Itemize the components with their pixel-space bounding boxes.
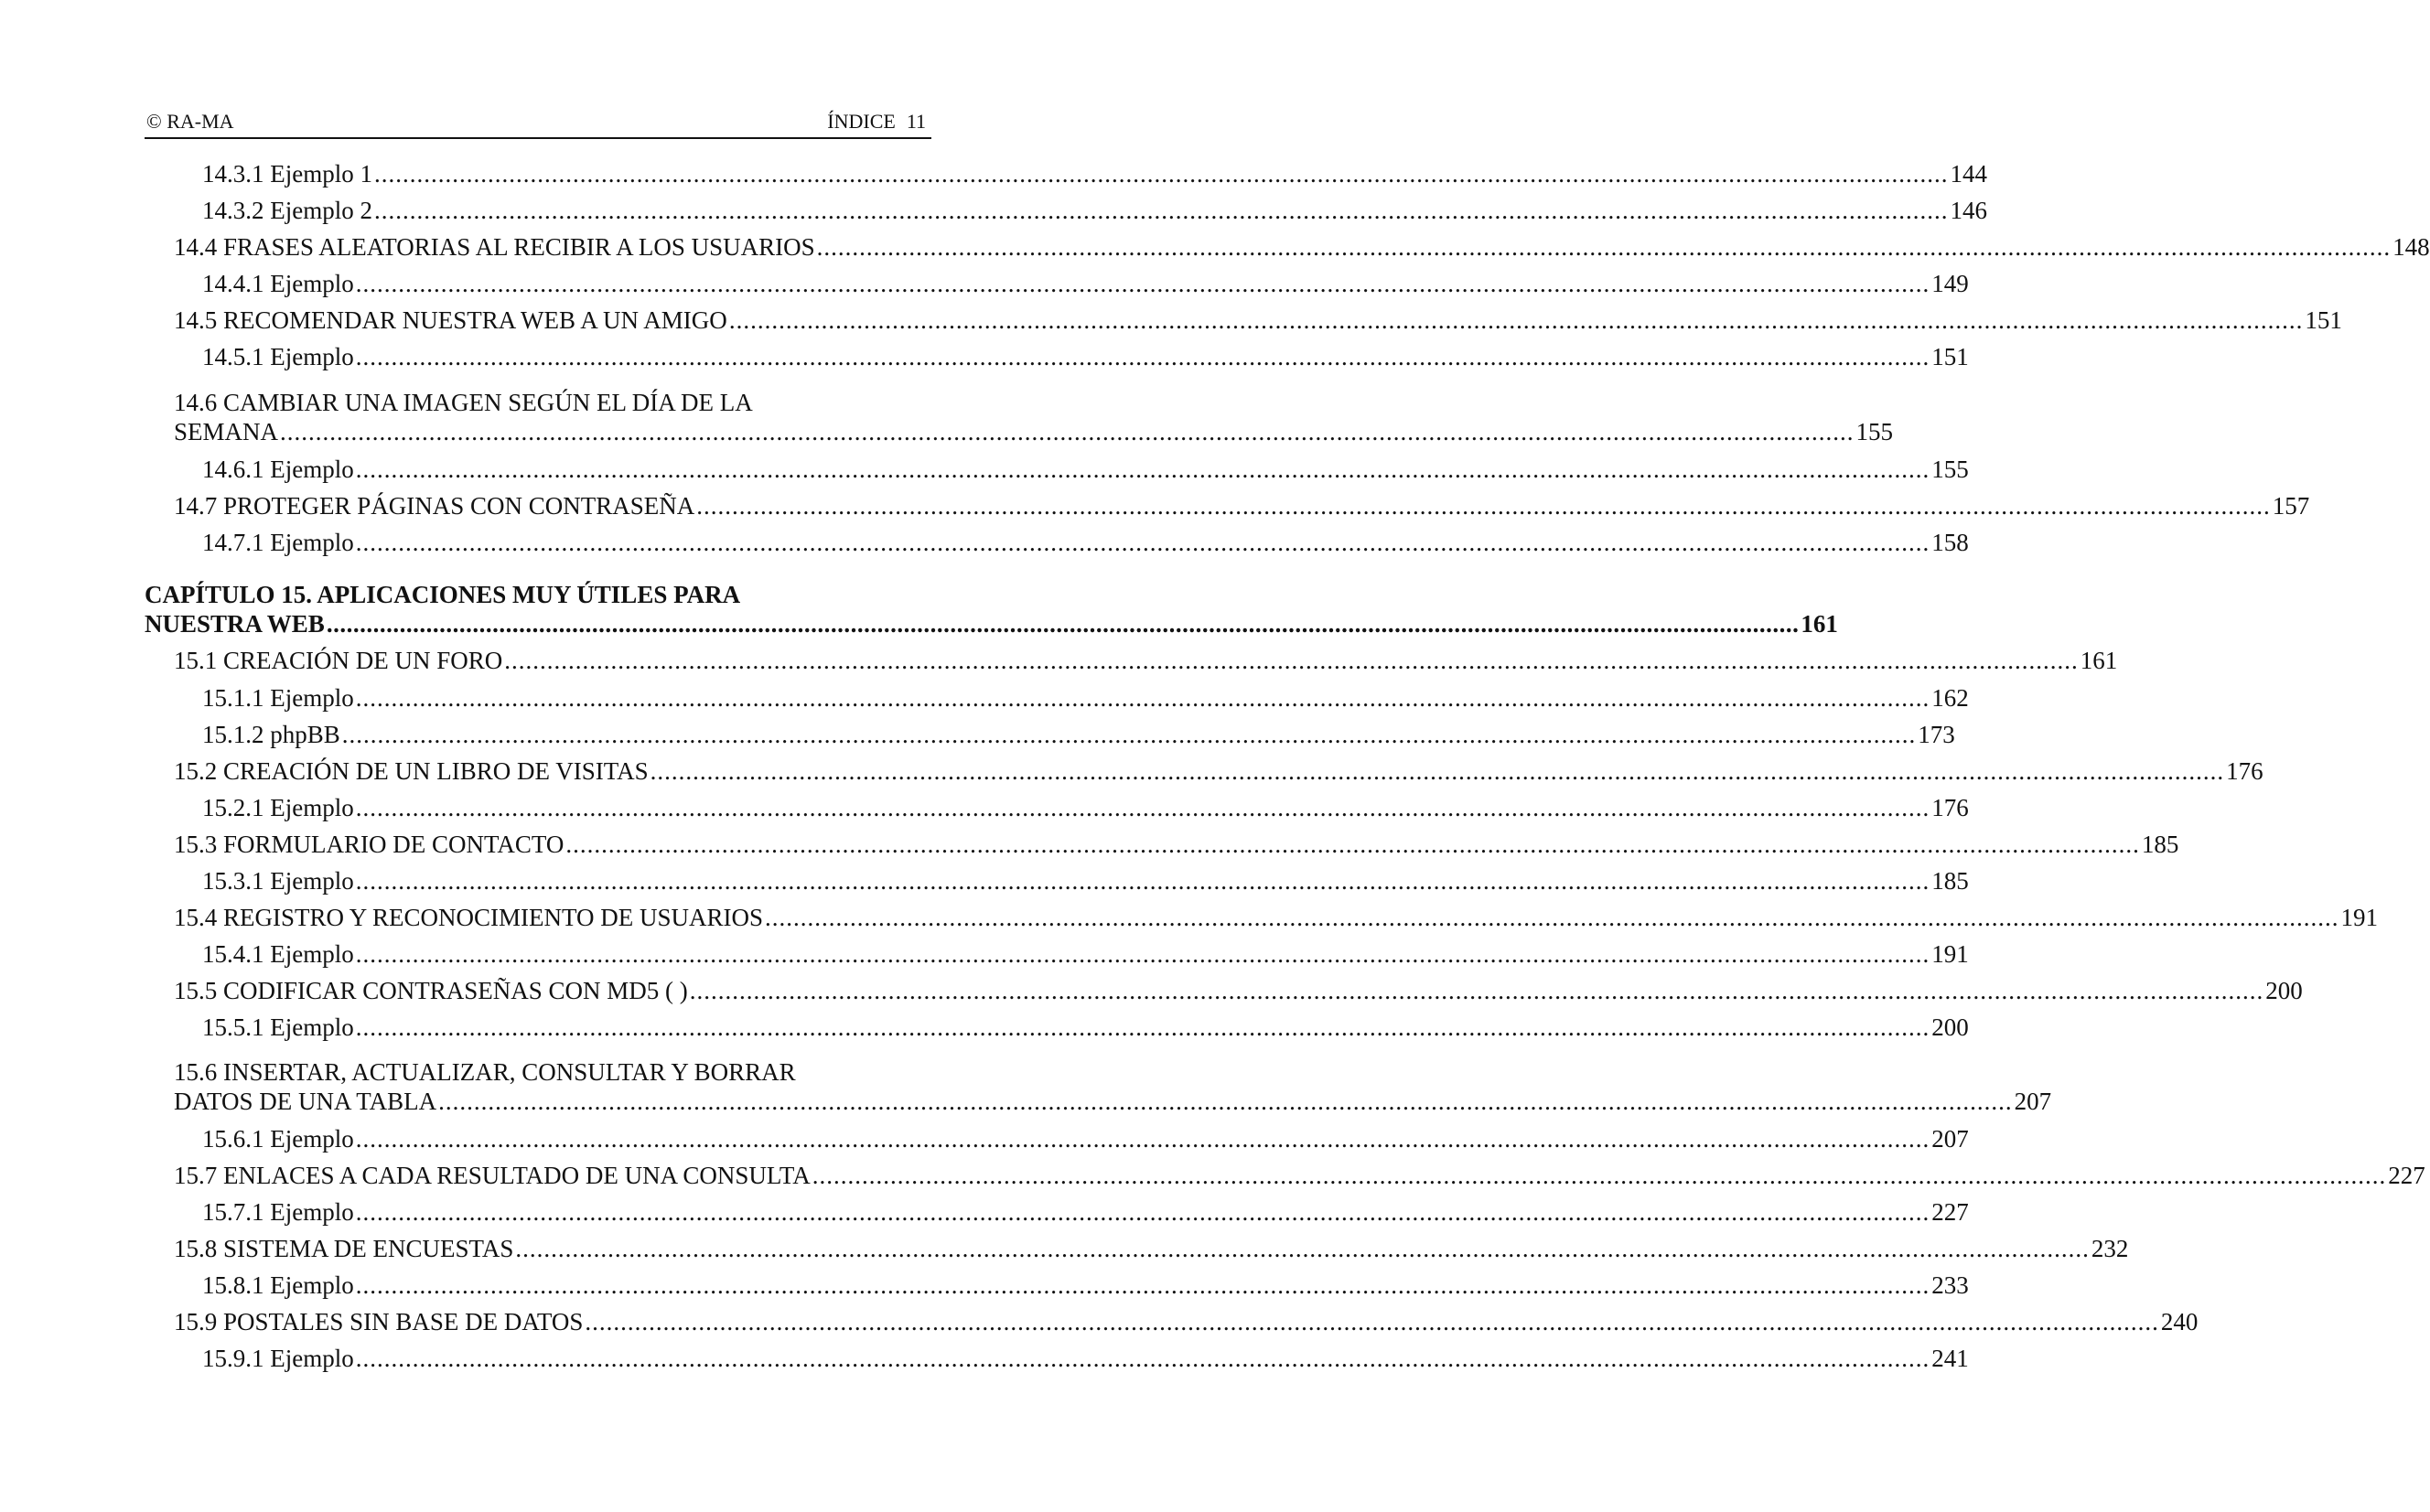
toc-entry-page: 151	[1931, 343, 1969, 370]
toc-leader-dots: ..............................................................................................................................................................................................................................	[585, 1308, 2159, 1335]
toc-entry-page: 155	[1931, 456, 1969, 483]
toc-leader-dots: ..............................................................................................................................................................................................................................	[355, 1198, 1930, 1226]
toc-leader-dots: ..............................................................................................................................................................................................................................	[438, 1088, 2013, 1115]
toc-entry-title: 15.1.2 phpBB	[202, 721, 340, 748]
header-right	[827, 110, 926, 134]
toc-leader-dots: ..............................................................................................................................................................................................................................	[728, 306, 2304, 334]
toc-leader-dots: ..............................................................................................................................................................................................................................	[355, 456, 1930, 483]
toc-entry[interactable]	[174, 1307, 2199, 1336]
toc-entry-page: 144	[1950, 160, 1987, 188]
toc-entry[interactable]	[174, 756, 2263, 786]
toc-entry[interactable]	[202, 528, 1969, 557]
toc-entry[interactable]	[202, 793, 1969, 822]
toc-entry-title: 15.7.1 Ejemplo	[202, 1198, 354, 1226]
toc-entry-title: 14.7 PROTEGER PÁGINAS CON CONTRASEÑA	[174, 492, 695, 520]
toc-entry[interactable]	[202, 683, 1969, 713]
page-number: 11	[906, 110, 926, 133]
toc-entry-page: 232	[2091, 1235, 2129, 1262]
toc-entry-page: 227	[2388, 1162, 2425, 1189]
toc-entry-title: 15.4 REGISTRO Y RECONOCIMIENTO DE USUARIOS	[174, 904, 764, 931]
toc-entry[interactable]	[174, 903, 2379, 932]
toc-chapter-entry[interactable]	[145, 609, 1838, 638]
toc-leader-dots: ..............................................................................................................................................................................................................................	[355, 794, 1930, 821]
toc-entry-title: 15.2 CREACIÓN DE UN LIBRO DE VISITAS	[174, 757, 649, 785]
toc-entry-title: DATOS DE UNA TABLA	[174, 1088, 437, 1115]
toc-leader-dots: ..............................................................................................................................................................................................................................	[355, 1271, 1930, 1299]
toc-entry[interactable]	[202, 720, 1955, 749]
toc-entry-title: 15.7 ENLACES A CADA RESULTADO DE UNA CONSULTA	[174, 1162, 811, 1189]
toc-entry-page: 207	[1931, 1125, 1969, 1153]
toc-entry-page: 158	[1931, 529, 1969, 556]
toc-entry-page: 191	[2340, 904, 2379, 931]
toc-entry-title: 15.5.1 Ejemplo	[202, 1013, 354, 1041]
toc-entry-page: 173	[1918, 721, 1955, 748]
toc-entry-title: 14.3.1 Ejemplo 1	[202, 160, 372, 188]
running-header	[145, 108, 931, 139]
chapter-heading-line[interactable]: CAPÍTULO 15. APLICACIONES MUY ÚTILES PARA	[145, 581, 741, 608]
toc-leader-dots: ..............................................................................................................................................................................................................................	[565, 831, 2140, 858]
toc-entry-title: 15.1.1 Ejemplo	[202, 684, 354, 712]
toc-leader-dots: ..............................................................................................................................................................................................................................	[355, 529, 1930, 556]
toc-entry[interactable]	[174, 1161, 2425, 1190]
toc-leader-dots: ..............................................................................................................................................................................................................................	[812, 1162, 2387, 1189]
toc-entry-title: 14.3.2 Ejemplo 2	[202, 197, 372, 224]
toc-entry[interactable]	[174, 232, 2430, 262]
toc-entry-page: 155	[1855, 418, 1894, 445]
toc-leader-dots: ..............................................................................................................................................................................................................................	[373, 160, 1949, 188]
toc-entry-page: 227	[1931, 1198, 1969, 1226]
toc-entry[interactable]	[174, 976, 2303, 1005]
toc-entry-title: 15.8.1 Ejemplo	[202, 1271, 354, 1299]
toc-entry-page: 191	[1931, 940, 1969, 968]
toc-leader-dots: ..............................................................................................................................................................................................................................	[341, 721, 1917, 748]
toc-leader-dots: ..............................................................................................................................................................................................................................	[650, 757, 2225, 785]
toc-entry-page: 157	[2272, 492, 2310, 520]
toc-entry[interactable]	[174, 646, 2118, 675]
toc-entry-title: NUESTRA WEB	[145, 610, 325, 638]
toc-entry-title: 14.5.1 Ejemplo	[202, 343, 354, 370]
toc-entry[interactable]	[202, 159, 1987, 188]
toc-leader-dots: ..............................................................................................................................................................................................................................	[326, 610, 1800, 638]
toc-leader-dots: ..............................................................................................................................................................................................................................	[355, 1345, 1930, 1372]
toc-entry-page: 185	[1931, 867, 1969, 895]
toc-leader-dots: ..............................................................................................................................................................................................................................	[504, 647, 2079, 674]
toc-leader-dots: ..............................................................................................................................................................................................................................	[816, 233, 2392, 261]
toc-entry[interactable]	[174, 306, 2342, 335]
toc-entry-page: 149	[1931, 270, 1969, 297]
toc-entry-title: 15.2.1 Ejemplo	[202, 794, 354, 821]
toc-entry-title: 15.6.1 Ejemplo	[202, 1125, 354, 1153]
toc-entry[interactable]	[174, 1234, 2129, 1263]
toc-entry-title: 14.5 RECOMENDAR NUESTRA WEB A UN AMIGO	[174, 306, 727, 334]
toc-entry[interactable]	[202, 1124, 1969, 1153]
toc-entry-title: 14.7.1 Ejemplo	[202, 529, 354, 556]
toc-leader-dots: ..............................................................................................................................................................................................................................	[696, 492, 2271, 520]
toc-entry[interactable]	[202, 1271, 1969, 1300]
toc-entry-page: 207	[2014, 1088, 2052, 1115]
toc-leader-dots: ..............................................................................................................................................................................................................................	[280, 418, 1855, 445]
toc-leader-dots: ..............................................................................................................................................................................................................................	[355, 940, 1930, 968]
toc-leader-dots: ..............................................................................................................................................................................................................................	[355, 684, 1930, 712]
toc-entry[interactable]	[202, 1013, 1969, 1042]
toc-entry-page: 241	[1931, 1345, 1969, 1372]
toc-entry-page: 146	[1950, 197, 1987, 224]
toc-entry[interactable]	[202, 455, 1969, 484]
toc-entry-page: 161	[2080, 647, 2118, 674]
toc-entry-title: 15.1 CREACIÓN DE UN FORO	[174, 647, 503, 674]
toc-entry-title-line[interactable]: 14.6 CAMBIAR UNA IMAGEN SEGÚN EL DÍA DE LA	[174, 389, 753, 416]
toc-entry-title: 14.6.1 Ejemplo	[202, 456, 354, 483]
toc-entry-page: 200	[2265, 977, 2303, 1004]
toc-leader-dots: ..............................................................................................................................................................................................................................	[689, 977, 2264, 1004]
section-title: ÍNDICE	[827, 110, 896, 133]
toc-entry-page: 176	[1931, 794, 1969, 821]
toc-entry-title: 15.8 SISTEMA DE ENCUESTAS	[174, 1235, 514, 1262]
toc-entry-page: 148	[2392, 233, 2430, 261]
toc-entry-page: 151	[2305, 306, 2342, 334]
toc-entry-title: 15.9 POSTALES SIN BASE DE DATOS	[174, 1308, 584, 1335]
toc-entry-page: 176	[2226, 757, 2263, 785]
toc-entry-page: 240	[2160, 1308, 2199, 1335]
toc-entry[interactable]	[174, 830, 2179, 859]
toc-entry[interactable]	[202, 1197, 1969, 1227]
toc-entry-page: 233	[1931, 1271, 1969, 1299]
toc-leader-dots: ..............................................................................................................................................................................................................................	[765, 904, 2339, 931]
toc-entry-page: 200	[1931, 1013, 1969, 1041]
publisher-copyright: © RA-MA	[146, 110, 234, 133]
toc-leader-dots: ..............................................................................................................................................................................................................................	[355, 343, 1930, 370]
toc-entry[interactable]	[202, 939, 1969, 969]
toc-leader-dots: ..............................................................................................................................................................................................................................	[355, 1013, 1930, 1041]
toc-entry[interactable]	[202, 1344, 1969, 1373]
toc-entry-page: 185	[2141, 831, 2179, 858]
toc-entry-title: 15.4.1 Ejemplo	[202, 940, 354, 968]
toc-entry-page: 162	[1931, 684, 1969, 712]
toc-leader-dots: ..............................................................................................................................................................................................................................	[355, 867, 1930, 895]
toc-entry[interactable]	[202, 866, 1969, 895]
toc-leader-dots: ..............................................................................................................................................................................................................................	[355, 1125, 1930, 1153]
toc-entry-title: 15.3 FORMULARIO DE CONTACTO	[174, 831, 564, 858]
toc-entry-title: 15.3.1 Ejemplo	[202, 867, 354, 895]
toc-leader-dots: ..............................................................................................................................................................................................................................	[373, 197, 1949, 224]
toc-entry[interactable]	[202, 196, 1987, 225]
toc-entry[interactable]	[174, 491, 2310, 520]
toc-entry[interactable]	[174, 1087, 2052, 1116]
toc-leader-dots: ..............................................................................................................................................................................................................................	[355, 270, 1930, 297]
toc-entry-page: 161	[1801, 610, 1838, 638]
toc-entry-title-line[interactable]: 15.6 INSERTAR, ACTUALIZAR, CONSULTAR Y BORRAR	[174, 1058, 796, 1086]
toc-entry[interactable]	[174, 417, 1894, 446]
toc-entry-title: 14.4.1 Ejemplo	[202, 270, 354, 297]
toc-entry-title: 15.9.1 Ejemplo	[202, 1345, 354, 1372]
toc-entry[interactable]	[202, 269, 1969, 298]
toc-entry[interactable]	[202, 342, 1969, 371]
toc-leader-dots: ..............................................................................................................................................................................................................................	[515, 1235, 2090, 1262]
toc-entry-title: 15.5 CODIFICAR CONTRASEÑAS CON MD5 ( )	[174, 977, 688, 1004]
toc-entry-title: 14.4 FRASES ALEATORIAS AL RECIBIR A LOS USUARIOS	[174, 233, 815, 261]
toc-entry-title: SEMANA	[174, 418, 279, 445]
